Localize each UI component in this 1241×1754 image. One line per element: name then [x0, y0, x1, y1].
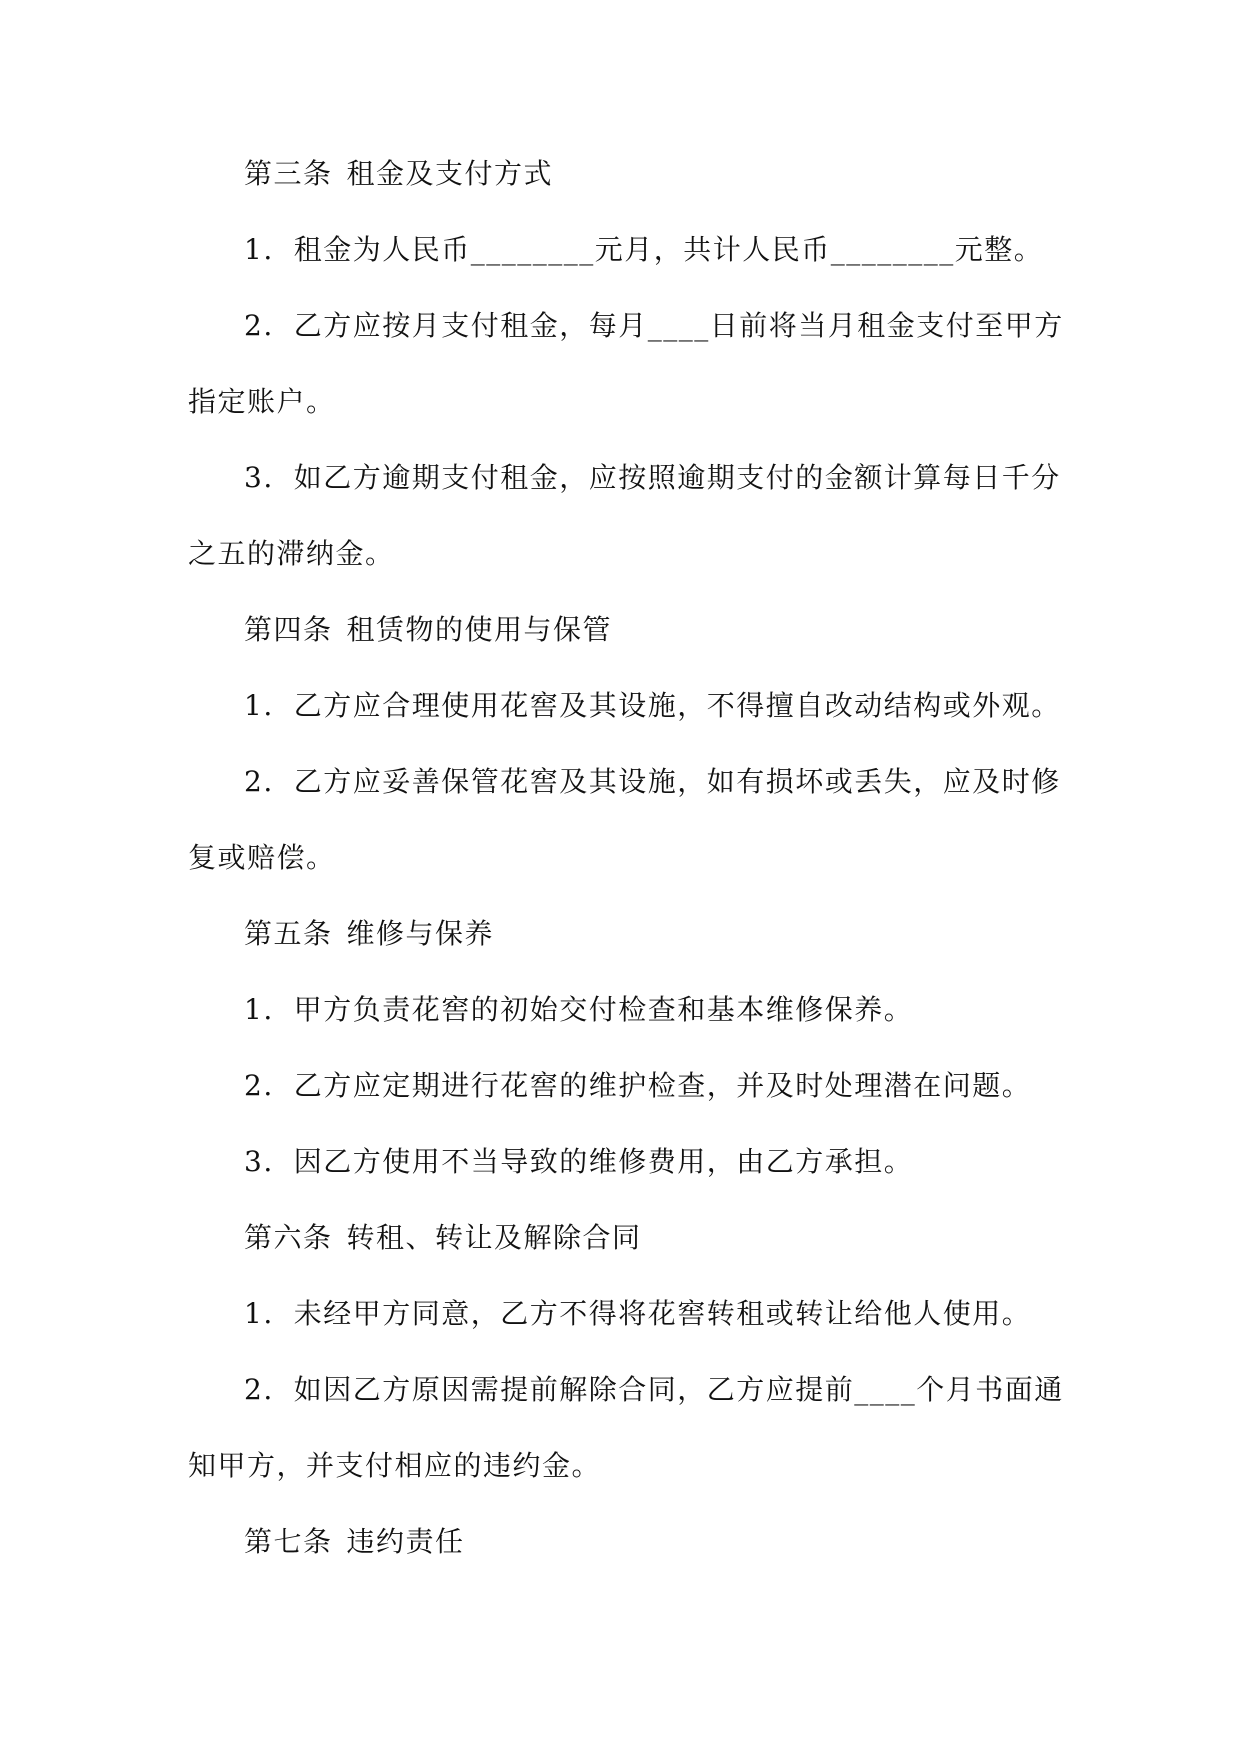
clause-text: 租金为人民币________元月，共计人民币________元整。 — [293, 233, 1044, 266]
clause-number: 2. — [244, 1069, 274, 1102]
section-title: 租金及支付方式 — [346, 157, 554, 190]
section-heading-usage — [188, 592, 1058, 668]
section-number: 第六条 — [244, 1221, 333, 1254]
section-title: 维修与保养 — [346, 917, 495, 950]
clause-line — [188, 1048, 1058, 1124]
clause-text: 因乙方使用不当导致的维修费用，由乙方承担。 — [293, 1145, 914, 1178]
section-heading-liability — [188, 1504, 1058, 1580]
clause-text: 乙方应合理使用花窖及其设施，不得擅自改动结构或外观。 — [293, 689, 1061, 722]
clause-text: 乙方应妥善保管花窖及其设施，如有损坏或丢失，应及时修 — [293, 765, 1061, 798]
section-heading-sublease — [188, 1200, 1058, 1276]
clause-line — [188, 744, 1061, 820]
clause-text: 乙方应定期进行花窖的维护检查，并及时处理潜在问题。 — [293, 1069, 1032, 1102]
section-number: 第三条 — [244, 157, 333, 190]
document-body — [188, 136, 1064, 1580]
section-heading-rent — [188, 136, 1058, 212]
clause-text: 如因乙方原因需提前解除合同，乙方应提前____个月书面通 — [293, 1373, 1064, 1406]
clause-continuation: 指定账户。 — [188, 385, 336, 418]
clause-line — [188, 440, 1061, 516]
clause-line — [188, 668, 1061, 744]
clause-line — [188, 972, 1058, 1048]
clause-number: 3. — [244, 1145, 274, 1178]
clause-number: 3. — [244, 461, 274, 494]
clause-line — [188, 1352, 1064, 1428]
clause-number: 1. — [244, 993, 274, 1026]
clause-number: 2. — [244, 309, 274, 342]
clause-line — [188, 212, 1058, 288]
clause-line — [188, 1124, 1058, 1200]
clause-text: 如乙方逾期支付租金，应按照逾期支付的金额计算每日千分 — [293, 461, 1061, 494]
section-heading-maintenance — [188, 896, 1058, 972]
section-title: 违约责任 — [346, 1525, 465, 1558]
clause-text: 未经甲方同意，乙方不得将花窖转租或转让给他人使用。 — [293, 1297, 1032, 1330]
clause-text: 甲方负责花窖的初始交付检查和基本维修保养。 — [293, 993, 914, 1026]
clause-number: 2. — [244, 765, 274, 798]
clause-continuation: 复或赔偿。 — [188, 841, 336, 874]
clause-number: 1. — [244, 1297, 274, 1330]
clause-number: 1. — [244, 233, 274, 266]
section-number: 第七条 — [244, 1525, 333, 1558]
clause-line — [188, 1276, 1058, 1352]
clause-continuation: 之五的滞纳金。 — [188, 537, 395, 570]
section-title: 租赁物的使用与保管 — [346, 613, 613, 646]
clause-line — [188, 288, 1064, 364]
clause-continuation: 知甲方，并支付相应的违约金。 — [188, 1449, 602, 1482]
clause-number: 1. — [244, 689, 274, 722]
clause-text: 乙方应按月支付租金，每月____日前将当月租金支付至甲方 — [293, 309, 1064, 342]
section-number: 第五条 — [244, 917, 333, 950]
section-number: 第四条 — [244, 613, 333, 646]
section-title: 转租、转让及解除合同 — [346, 1221, 642, 1254]
clause-number: 2. — [244, 1373, 274, 1406]
